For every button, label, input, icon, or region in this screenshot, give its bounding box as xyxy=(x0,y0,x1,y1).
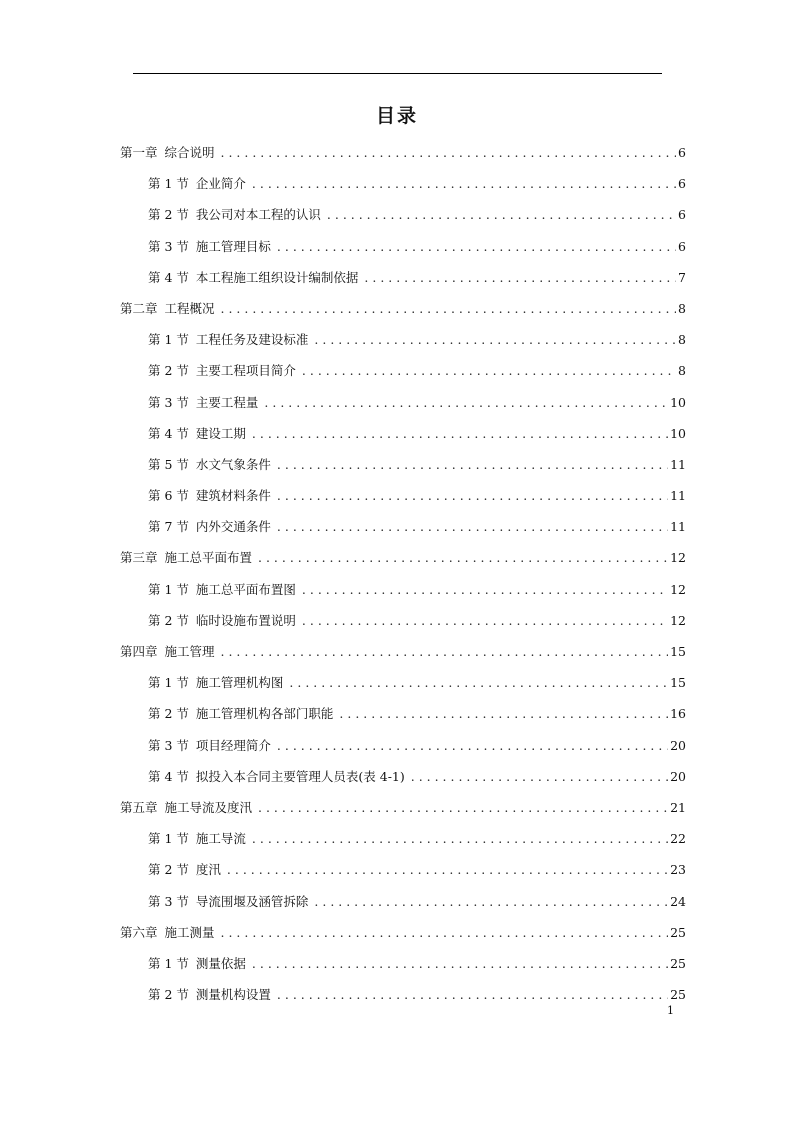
toc-entry-title: 项目经理简介 xyxy=(195,737,271,753)
toc-page-number: 6 xyxy=(678,145,686,160)
toc-dot-leader xyxy=(277,979,668,1010)
toc-page-number: 25 xyxy=(670,987,686,1003)
toc-entry-number: 第 1 节 xyxy=(148,955,189,971)
toc-dot-leader xyxy=(302,355,676,386)
toc-entry-number: 第 3 节 xyxy=(148,893,189,909)
toc-page-number: 25 xyxy=(670,924,686,940)
toc-entry-label xyxy=(148,355,296,386)
toc-entry-label xyxy=(120,636,215,667)
toc-entry-title: 工程概况 xyxy=(164,300,215,316)
toc-page-number: 10 xyxy=(670,425,686,441)
toc-section-entry[interactable] xyxy=(120,480,686,511)
toc-dot-leader xyxy=(252,948,668,979)
toc-dot-leader xyxy=(252,168,676,199)
table-of-contents xyxy=(120,137,686,1010)
toc-entry-title: 施工导流及度汛 xyxy=(164,799,253,815)
toc-entry-title: 我公司对本工程的认识 xyxy=(195,207,321,223)
toc-dot-leader xyxy=(221,917,669,948)
toc-dot-leader xyxy=(327,199,676,230)
toc-entry-label xyxy=(148,761,405,792)
toc-entry-title: 施工导流 xyxy=(195,831,246,847)
toc-page-number: 11 xyxy=(670,519,686,535)
toc-page-number: 23 xyxy=(670,862,686,878)
toc-page-number: 15 xyxy=(670,644,686,659)
toc-chapter-entry[interactable] xyxy=(120,293,686,324)
toc-dot-leader xyxy=(221,636,669,667)
toc-entry-label xyxy=(148,979,271,1010)
toc-page-number: 15 xyxy=(670,675,686,691)
toc-entry-number: 第 2 节 xyxy=(148,612,189,628)
toc-section-entry[interactable] xyxy=(120,823,686,854)
toc-entry-label xyxy=(120,137,215,168)
toc-entry-label xyxy=(148,480,271,511)
toc-page-number: 12 xyxy=(670,550,686,566)
toc-section-entry[interactable] xyxy=(120,698,686,729)
toc-entry-title: 工程任务及建设标准 xyxy=(195,332,309,348)
toc-section-entry[interactable] xyxy=(120,574,686,605)
toc-section-entry[interactable] xyxy=(120,948,686,979)
toc-entry-title: 建筑材料条件 xyxy=(195,488,271,504)
toc-section-entry[interactable] xyxy=(120,324,686,355)
toc-section-entry[interactable] xyxy=(120,262,686,293)
toc-entry-label xyxy=(148,698,333,729)
toc-entry-title: 施工管理机构图 xyxy=(195,675,284,691)
toc-page-number: 12 xyxy=(670,581,686,597)
toc-section-entry[interactable] xyxy=(120,231,686,262)
toc-page-number: 6 xyxy=(678,207,686,223)
toc-dot-leader xyxy=(339,698,668,729)
toc-entry-number: 第四章 xyxy=(120,644,158,659)
toc-section-entry[interactable] xyxy=(120,886,686,917)
toc-section-entry[interactable] xyxy=(120,355,686,386)
toc-entry-number: 第 5 节 xyxy=(148,456,189,472)
toc-chapter-entry[interactable] xyxy=(120,137,686,168)
toc-dot-leader xyxy=(258,792,668,823)
toc-entry-title: 施工管理机构各部门职能 xyxy=(195,706,334,722)
toc-dot-leader xyxy=(411,761,668,792)
toc-section-entry[interactable] xyxy=(120,387,686,418)
toc-entry-title: 测量机构设置 xyxy=(195,987,271,1003)
toc-page-number: 11 xyxy=(670,488,686,504)
toc-entry-label xyxy=(148,823,246,854)
toc-entry-title: 水文气象条件 xyxy=(195,456,271,472)
toc-entry-label xyxy=(148,418,246,449)
toc-dot-leader xyxy=(277,730,668,761)
toc-entry-label xyxy=(148,730,271,761)
toc-dot-leader xyxy=(221,293,677,324)
toc-entry-number: 第 1 节 xyxy=(148,332,189,348)
toc-page-number: 8 xyxy=(678,300,686,316)
header-rule xyxy=(133,73,662,74)
toc-dot-leader xyxy=(302,605,668,636)
toc-chapter-entry[interactable] xyxy=(120,917,686,948)
toc-page-number: 24 xyxy=(670,893,686,909)
toc-entry-label xyxy=(120,542,252,573)
toc-entry-label xyxy=(148,667,283,698)
toc-entry-number: 第二章 xyxy=(120,300,158,316)
toc-entry-label xyxy=(148,511,271,542)
toc-page-number: 8 xyxy=(678,332,686,348)
toc-entry-title: 施工总平面布置图 xyxy=(195,581,296,597)
toc-entry-number: 第 2 节 xyxy=(148,207,189,223)
toc-entry-title: 施工总平面布置 xyxy=(164,550,253,566)
toc-page-number: 6 xyxy=(678,238,686,254)
toc-dot-leader xyxy=(289,667,668,698)
toc-entry-title: 施工管理 xyxy=(164,644,215,659)
toc-entry-title: 综合说明 xyxy=(164,145,215,160)
toc-entry-label xyxy=(148,168,246,199)
toc-entry-number: 第 2 节 xyxy=(148,987,189,1003)
toc-entry-title: 内外交通条件 xyxy=(195,519,271,535)
toc-dot-leader xyxy=(264,387,668,418)
toc-entry-number: 第 7 节 xyxy=(148,519,189,535)
toc-entry-label xyxy=(148,854,221,885)
toc-entry-number: 第三章 xyxy=(120,550,158,566)
toc-entry-number: 第一章 xyxy=(120,145,158,160)
toc-entry-number: 第 1 节 xyxy=(148,581,189,597)
toc-section-entry[interactable] xyxy=(120,761,686,792)
toc-page-number: 12 xyxy=(670,612,686,628)
toc-dot-leader xyxy=(277,449,668,480)
toc-entry-title: 度汛 xyxy=(195,862,221,878)
toc-dot-leader xyxy=(277,511,668,542)
toc-entry-label xyxy=(148,387,258,418)
toc-page-number: 20 xyxy=(670,737,686,753)
toc-entry-number: 第 3 节 xyxy=(148,238,189,254)
toc-dot-leader xyxy=(302,574,668,605)
toc-chapter-entry[interactable] xyxy=(120,792,686,823)
toc-entry-title: 施工测量 xyxy=(164,924,215,940)
toc-entry-label xyxy=(120,293,215,324)
toc-entry-title: 拟投入本合同主要管理人员表(表 4-1) xyxy=(195,768,405,784)
toc-entry-title: 临时设施布置说明 xyxy=(195,612,296,628)
toc-dot-leader xyxy=(258,542,668,573)
toc-dot-leader xyxy=(314,886,668,917)
toc-dot-leader xyxy=(314,324,676,355)
toc-dot-leader xyxy=(277,480,668,511)
toc-entry-label xyxy=(148,262,358,293)
toc-page-number: 20 xyxy=(670,768,686,784)
toc-section-entry[interactable] xyxy=(120,667,686,698)
toc-dot-leader xyxy=(252,418,668,449)
toc-entry-title: 主要工程量 xyxy=(195,394,259,410)
toc-entry-label xyxy=(148,231,271,262)
toc-entry-label xyxy=(148,324,308,355)
toc-entry-number: 第 4 节 xyxy=(148,768,189,784)
toc-section-entry[interactable] xyxy=(120,730,686,761)
toc-entry-title: 主要工程项目简介 xyxy=(195,363,296,379)
toc-entry-label xyxy=(148,449,271,480)
toc-entry-label xyxy=(120,917,215,948)
toc-entry-title: 本工程施工组织设计编制依据 xyxy=(195,269,359,285)
toc-section-entry[interactable] xyxy=(120,418,686,449)
toc-entry-title: 建设工期 xyxy=(195,425,246,441)
toc-entry-label xyxy=(148,886,308,917)
toc-entry-number: 第五章 xyxy=(120,799,158,815)
toc-page-number: 16 xyxy=(670,706,686,722)
page-number: 1 xyxy=(667,1004,674,1017)
toc-entry-number: 第六章 xyxy=(120,924,158,940)
toc-section-entry[interactable] xyxy=(120,854,686,885)
toc-entry-label xyxy=(148,605,296,636)
toc-entry-number: 第 1 节 xyxy=(148,675,189,691)
toc-entry-label xyxy=(148,199,321,230)
toc-dot-leader xyxy=(277,231,676,262)
toc-section-entry[interactable] xyxy=(120,605,686,636)
toc-entry-title: 企业简介 xyxy=(195,176,246,192)
toc-section-entry[interactable] xyxy=(120,199,686,230)
toc-entry-number: 第 3 节 xyxy=(148,737,189,753)
toc-dot-leader xyxy=(221,137,677,168)
toc-section-entry[interactable] xyxy=(120,979,686,1010)
toc-page-number: 22 xyxy=(670,831,686,847)
toc-section-entry[interactable] xyxy=(120,511,686,542)
toc-page-number: 6 xyxy=(678,176,686,192)
toc-dot-leader xyxy=(252,823,668,854)
page-title: 目录 xyxy=(375,105,418,127)
toc-chapter-entry[interactable] xyxy=(120,636,686,667)
toc-entry-label xyxy=(148,574,296,605)
toc-page-number: 7 xyxy=(678,269,686,285)
toc-section-entry[interactable] xyxy=(120,449,686,480)
toc-page-number: 21 xyxy=(670,799,686,815)
toc-entry-title: 导流围堰及涵管拆除 xyxy=(195,893,309,909)
toc-entry-number: 第 1 节 xyxy=(148,831,189,847)
toc-chapter-entry[interactable] xyxy=(120,542,686,573)
toc-entry-number: 第 2 节 xyxy=(148,862,189,878)
toc-entry-number: 第 1 节 xyxy=(148,176,189,192)
toc-page-number: 10 xyxy=(670,394,686,410)
toc-page-number: 8 xyxy=(678,363,686,379)
toc-entry-title: 施工管理目标 xyxy=(195,238,271,254)
toc-page-number: 25 xyxy=(670,955,686,971)
toc-entry-number: 第 4 节 xyxy=(148,425,189,441)
toc-entry-number: 第 2 节 xyxy=(148,363,189,379)
toc-entry-number: 第 6 节 xyxy=(148,488,189,504)
toc-entry-title: 测量依据 xyxy=(195,955,246,971)
toc-entry-number: 第 3 节 xyxy=(148,394,189,410)
toc-entry-label xyxy=(148,948,246,979)
toc-entry-number: 第 2 节 xyxy=(148,706,189,722)
toc-page-number: 11 xyxy=(670,456,686,472)
toc-entry-number: 第 4 节 xyxy=(148,269,189,285)
toc-dot-leader xyxy=(364,262,676,293)
toc-entry-label xyxy=(120,792,252,823)
toc-section-entry[interactable] xyxy=(120,168,686,199)
toc-dot-leader xyxy=(227,854,668,885)
